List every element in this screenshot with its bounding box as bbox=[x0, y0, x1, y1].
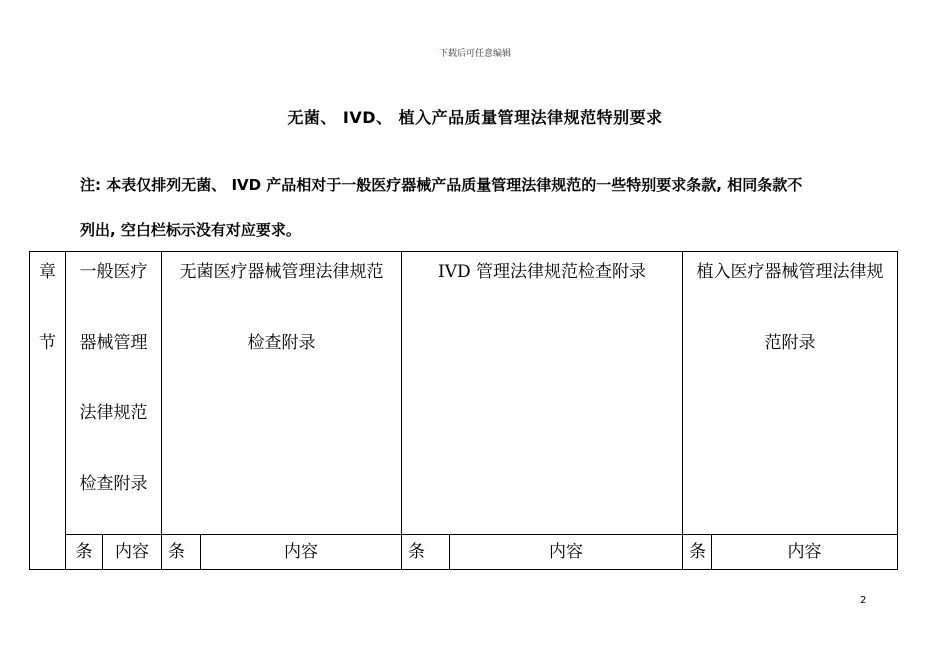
page-number: 2 bbox=[860, 595, 867, 606]
note-line-2: 列出, 空白栏标示没有对应要求。 bbox=[80, 221, 301, 239]
table-subheader-row bbox=[30, 535, 898, 570]
chapter-label-2: 节 bbox=[39, 332, 56, 353]
implant-label-1: 植入医疗器械管理法律规 bbox=[696, 262, 884, 282]
implant-content-cell: 内容 bbox=[712, 535, 898, 570]
requirements-table bbox=[29, 251, 898, 570]
table-header-row bbox=[30, 252, 898, 535]
page-title: 无菌、 IVD、 植入产品质量管理法律规范特别要求 bbox=[287, 108, 663, 127]
sterile-clause-cell: 条 bbox=[162, 535, 201, 570]
ivd-label: IVD 管理法律规范检查附录 bbox=[437, 262, 647, 282]
implant-clause-cell: 条 bbox=[683, 535, 712, 570]
implant-header-cell bbox=[683, 252, 898, 535]
sterile-content-cell: 内容 bbox=[201, 535, 402, 570]
header-note: 下载后可任意编辑 bbox=[438, 49, 511, 59]
sterile-label-2: 检查附录 bbox=[247, 332, 316, 353]
implant-label-2: 范附录 bbox=[764, 332, 816, 353]
chapter-header-cell bbox=[30, 252, 66, 570]
general-label-4: 检查附录 bbox=[79, 473, 148, 494]
sterile-label-1: 无菌医疗器械管理法律规范 bbox=[179, 262, 384, 282]
sterile-header-cell bbox=[162, 252, 402, 535]
ivd-content-cell: 内容 bbox=[450, 535, 683, 570]
ivd-header-cell bbox=[402, 252, 683, 535]
chapter-label-1: 章 bbox=[39, 262, 56, 282]
note-line-1: 注: 本表仅排列无菌、 IVD 产品相对于一般医疗器械产品质量管理法律规范的一些特别要求条款, 相同条款不 bbox=[80, 176, 803, 194]
general-content-cell: 内容 bbox=[103, 535, 162, 570]
ivd-clause-cell: 条 bbox=[402, 535, 450, 570]
general-label-1: 一般医疗 bbox=[79, 262, 148, 282]
general-header-cell bbox=[66, 252, 162, 535]
general-label-2: 器械管理 bbox=[79, 332, 148, 353]
general-label-3: 法律规范 bbox=[79, 403, 148, 423]
general-clause-cell: 条 bbox=[66, 535, 103, 570]
